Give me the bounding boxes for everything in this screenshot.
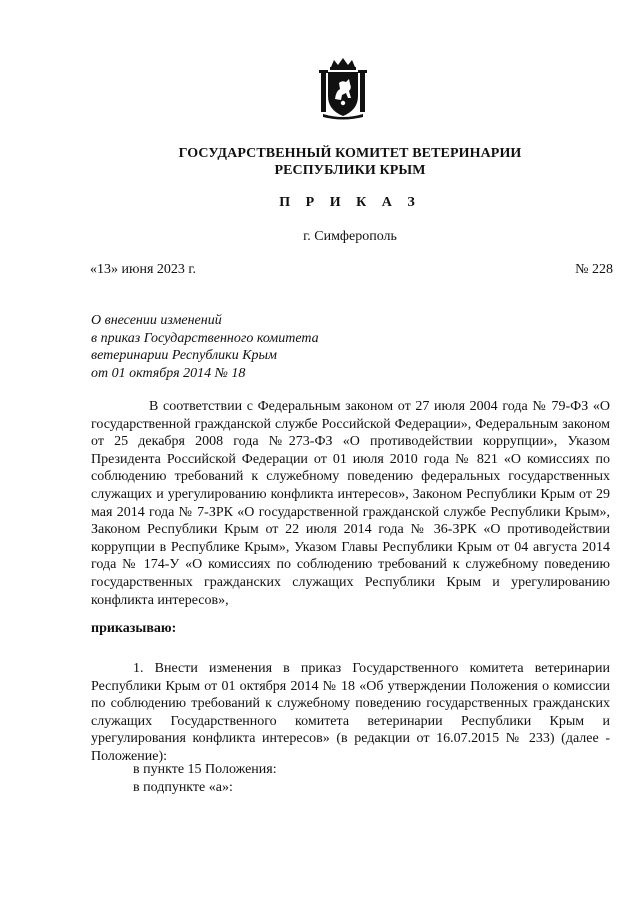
subject-line: от 01 октября 2014 № 18 [91,365,246,381]
city-label: г. Симферополь [303,229,397,244]
subject-line: ветеринарии Республики Крым [91,348,277,363]
decree-word: приказываю: [91,621,177,636]
order-heading: П Р И К А З [279,195,421,210]
order-number: № 228 [575,262,613,277]
committee-title-line2: РЕСПУБЛИКИ КРЫМ [274,163,426,178]
subitem-line: в подпункте «а»: [133,780,233,795]
order-date: «13» июня 2023 г. [90,262,197,277]
preamble-paragraph: В соответствии с Федеральным законом от 27 июля 2004 года № 79-ФЗ «О государственной гражданской службе Российской Федерации», Федеральным законом от 25 декабря 2008 года №273-ФЗ «О противодействии коррупции», Указом Президента Российской Федерации от 01 июля 2010 года № 821 «О комиссиях по соблюдению требований к служебному поведению федеральных государственных служащих и урегулированию конфликта интересов», Законом Республики Крым от 29 мая 2014 года № 7-ЗРК «О государственной гражданской службе Республики Крым», Законом Республики Крым от 22 июля 2014 года № 36-ЗРК «О противодействии коррупции в Республике Крым», Указом Главы Республики Крым от 04 августа 2014 года № 174-У «О комиссиях по соблюдению требований к служебному поведению государственных гражданских служащих Республики Крым и урегулированию конфликта интересов», [91,399,610,608]
order-subject [91,312,391,382]
subject-line: в приказ Государственного комитета [91,330,319,346]
subject-line: О внесении изменений [91,313,222,328]
item-1-paragraph: 1. Внести изменения в приказ Государственного комитета ветеринарии Республики Крым от 01 октября 2014 № 18 «Об утверждении Положения о комиссии по соблюдению требований к служебному поведению государственных гражданских служащих Государственного комитета ветеринарии Республики Крым и урегулирования конфликта интересов» (в редакции от 16.07.2015 № 233) (далее - Положение): [91,661,610,764]
committee-title-line1: ГОСУДАРСТВЕННЫЙ КОМИТЕТ ВЕТЕРИНАРИИ [178,146,522,161]
crimea-coat-of-arms-icon [318,58,368,120]
subitem-line: в пункте 15 Положения: [133,762,277,777]
